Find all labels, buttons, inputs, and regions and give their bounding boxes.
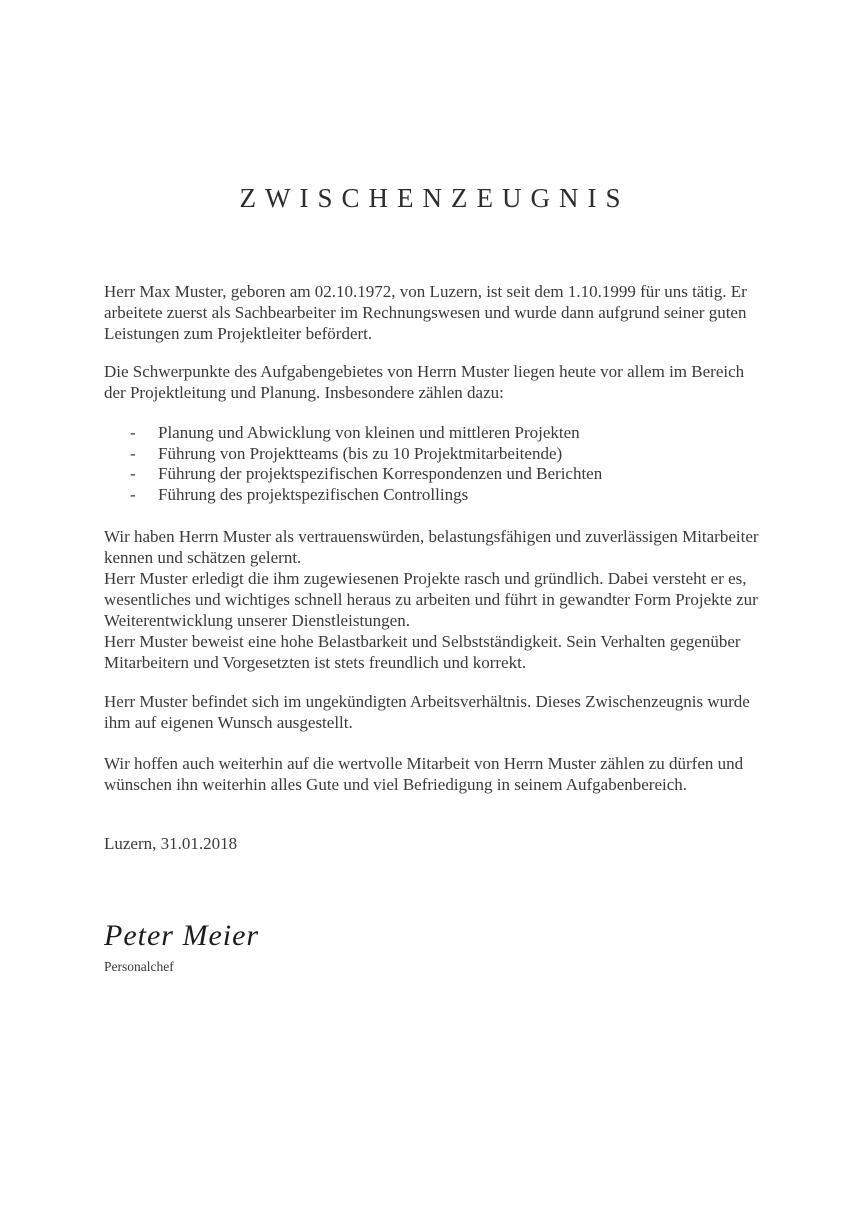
document-title: ZWISCHENZEUGNIS <box>239 183 630 213</box>
list-item <box>104 485 765 506</box>
assessment-block <box>104 526 765 673</box>
list-item <box>104 444 765 465</box>
date-line: Luzern, 31.01.2018 <box>104 834 238 853</box>
list-item-marker: - <box>130 443 136 463</box>
list-item-text: Führung von Projektteams (bis zu 10 Projektmitarbeitende) <box>158 443 563 463</box>
paragraph-duties-lead-in: Die Schwerpunkte des Aufgabengebietes von Herrn Muster liegen heute vor allem im Bereich der Projektleitung und Planung. Insbesondere zählen dazu: <box>104 362 745 402</box>
paragraph-employment-status: Herr Muster befindet sich im ungekündigten Arbeitsverhältnis. Dieses Zwischenzeugnis wurde ihm auf eigenen Wunsch ausgestellt. <box>104 692 750 732</box>
list-item-text: Führung des projektspezifischen Controllings <box>158 484 469 504</box>
signature: Peter Meier <box>104 919 260 952</box>
list-item <box>104 464 765 485</box>
paragraph-assessment-trust: Wir haben Herrn Muster als vertrauenswürden, belastungsfähigen und zuverlässigen Mitarbeiter kennen und schätzen gelernt. <box>104 527 759 567</box>
list-item-marker: - <box>130 423 136 442</box>
list-item-marker: - <box>130 464 136 483</box>
list-item-text: Führung der projektspezifischen Korrespondenzen und Berichten <box>158 464 603 483</box>
paragraph-well-wishes: Wir hoffen auch weiterhin auf die wertvolle Mitarbeit von Herrn Muster zählen zu dürfen und wünschen ihn weiterhin alles Gute und viel Befriedigung in seinem Aufgabenbereich. <box>104 754 744 794</box>
list-item <box>104 423 765 444</box>
paragraph-intro: Herr Max Muster, geboren am 02.10.1972, von Luzern, ist seit dem 1.10.1999 für uns tätig. Er arbeitete zuerst als Sachbearbeiter im Rechnungswesen und wurde dann aufgrund seiner guten Leistungen zum Projektleiter befördert. <box>104 282 747 343</box>
list-item-marker: - <box>130 484 136 504</box>
signatory-role: Personalchef <box>104 959 174 974</box>
paragraph-assessment-conduct: Herr Muster beweist eine hohe Belastbarkeit und Selbstständigkeit. Sein Verhalten gegenüber Mitarbeitern und Vorgesetzten ist stets freundlich und korrekt. <box>104 632 741 672</box>
list-item-text: Planung und Abwicklung von kleinen und mittleren Projekten <box>158 423 580 442</box>
paragraph-assessment-work: Herr Muster erledigt die ihm zugewiesenen Projekte rasch und gründlich. Dabei versteht er es, wesentliches und wichtiges schnell heraus zu arbeiten und führt in gewandter Form Projekte zur Weiterentwicklung unserer Dienstleistungen. <box>104 569 758 630</box>
duties-list <box>104 423 765 505</box>
